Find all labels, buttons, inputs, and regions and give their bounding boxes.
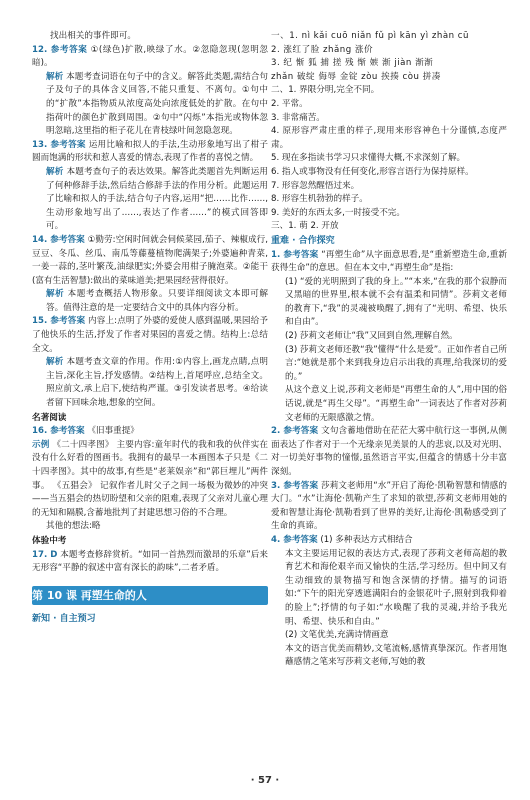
right-line-21: 3. 参考答案 莎莉文老师用“水”开启了海伦·凯勒智慧和情感的大门。“水”让海伦·凯勒产生了求知的欲望,莎莉文老师用她的爱和智慧让海伦·凯勒看到了世界的美好,让海伦·凯勒感受到了生命的真谛。 <box>271 480 507 532</box>
lesson-banner: 第 10 课 再塑生命的人 <box>32 586 268 606</box>
right-line-0: 一、1. nì kǎi cuō niǎn fǔ pì kān yì zhàn cū <box>271 31 469 41</box>
right-line-13: 三、1. 萌 2. 开放 <box>271 221 339 232</box>
right-line-9: 6. 指人或事物没有任何变化,形容言语行为保持原样。 <box>271 166 474 177</box>
left-column <box>32 30 268 627</box>
right-line-17: (2) 莎莉文老师让“我”又回到自然,理解自然。 <box>285 331 458 342</box>
right-line-20: 2. 参考答案 文句含蓄地借助在茫茫大雾中航行这一事例,从侧面表达了作者对于一个无缘亲见美景的人的悲哀,以及对光明、对一切美好事物的憧憬,虽然语言平实,但蕴含的情感十分丰富深刻。 <box>271 426 507 477</box>
right-line-6: 3. 非常痛苦。 <box>271 112 325 123</box>
right-line-5: 2. 平常。 <box>271 98 308 109</box>
right-line-2: 3. 纪 惭 狐 捕 搓 残 惭 嫉 渐 jiàn 渐渐 <box>271 58 434 69</box>
right-line-7: 4. 原形容严肃庄重的样子,现用来形容神色十分谨慎,态度严肃。 <box>271 126 507 150</box>
right-line-10: 7. 形容忽然醒悟过来。 <box>271 180 360 191</box>
right-line-15: 1. 参考答案 “再塑生命”从字面意思看,是“重新塑造生命,重新获得生命”的意思。但在本文中,“再塑生命”是指: <box>271 249 507 274</box>
left-line-10: 16. 参考答案 《旧事重提》 <box>32 426 139 437</box>
page-number: · 57 · <box>250 775 280 786</box>
left-line-4: 解析 本题考查句子的表达效果。解答此类题首先判断运用了何种修辞手法,然后结合修辞手法的作用分析。此题运用了比喻和拟人的手法,结合句子内容,运用“把……比作……,生动形象地写出了……,表达了作者……”的模式回答即可。 <box>46 166 268 232</box>
right-line-24: (2) 文笔优美,充满诗情画意 <box>285 630 389 641</box>
right-line-16: (1) “爱的光明照到了我的身上。”“本来,“在我的那个寂静而又黑暗的世界里,根本就不会有温柔和同情”。莎莉文老师的教育下,“我”的灵魂被唤醒了,拥有了“光明、希望、快乐和自由”。 <box>285 276 507 328</box>
left-line-11: 示例 《二十四孝图》 主要内容:童年时代的我和我的伙伴实在没有什么好看的图画书。我拥有的最早一本画图本子只是《二十四孝图》。其中的故事,有些是“老莱娱亲”和“郭巨埋儿”两件事。 《五猖会》 记叙作者儿时父子之间一场极为微妙的冲突——当五猖会的热切盼望和父亲的阻难,表现了父亲对儿童心理的无知和隔膜,含蓄地批判了封建思想习俗的不合理。 <box>32 439 268 518</box>
right-line-25: 本文的语言优美而精妙,文笔流畅,感情真挚深沉。作者用饱蘸感情之笔来写莎莉文老师,写她的教 <box>285 643 507 668</box>
right-line-22: 4. 参考答案 (1) 多种表达方式相结合 <box>271 534 413 545</box>
right-column <box>271 30 507 670</box>
right-line-12: 9. 美好的东西太多,一时接受不完。 <box>271 207 405 218</box>
right-line-11: 8. 形容生机勃勃的样子。 <box>271 194 368 205</box>
left-line-8: 解析 本题考查文章的作用。作用:①内容上,画龙点睛,点明主旨,深化主旨,抒发感情。②结构上,首尾呼应,总结全文。照应前文,承上启下,使结构严谨。③引发读者思考。④给读者留下回味余地,想象的空间。 <box>46 357 268 409</box>
left-line-2: 解析 本题考查词语在句子中的含义。解答此类题,需结合句子及句子的具体含义回答,不能只重复、不离句。①句中的“扩散”本指物质从浓度高处向浓度低处的扩散。在句中指荷叶的颜色扩散到周围。②句中“闪烁”本指光或物体忽明忽暗,这里指的柜子花儿在青枝绿叶间忽隐忽现。 <box>46 71 268 137</box>
right-line-4: 二、1. 界限分明,完全不同。 <box>271 85 380 96</box>
right-line-19: 从这个意义上说,莎莉文老师是“再塑生命的人”,用中国的俗话说,就是“再生父母”。“再塑生命”一词表达了作者对莎莉文老师的无限感激之情。 <box>285 385 507 423</box>
left-line-3: 13. 参考答案 运用比喻和拟人的手法,生动形象地写出了柑子圆而饱满的形状和惹人喜爱的情态,表现了作者的喜悦之情。 <box>32 139 269 164</box>
left-line-0: 找出相关的事件即可。 <box>50 31 136 41</box>
right-line-18: (3) 莎莉文老师还教“我”懂得“什么是爱”。正如作者自己所言:“她就是那个来到我身边启示出我的真理,给我深切的爱的。” <box>285 344 507 382</box>
left-line-5: 14. 参考答案 ①勤劳:空闲时间就会伺候菜园,茄子、辣椒成行,豆豆、冬瓜、丝瓜、南瓜等藤蔓植物爬满架子;外婆遍种青菜,一姜一蒜的,茎叶繁茂,油绿肥实;外婆会用柑子腌泡菜。②能干(富有生活智慧):做出的菜味道美;把果园经营得很好。 <box>32 234 268 286</box>
left-heading-zhongkao: 体验中考 <box>32 535 67 546</box>
right-line-3: zhǎn 破绽 侮辱 金锭 zòu 挨揍 còu 拼凑 <box>271 71 441 82</box>
right-line-8: 5. 现在多指读书学习只求懂得大概,不求深刻了解。 <box>271 153 466 164</box>
right-line-23: 本文主要运用记叙的表达方式,表现了莎莉文老师高超的教育艺术和海伦艰辛而又愉快的生活,学习经历。但中间又有生动细致的景物描写和饱含深情的抒情。描写的词语如:“下午的阳光穿透遮满阳台的金银花叶子,照射到我仰着的脸上”;抒情的句子如:“水唤醒了我的灵魂,并给予我光明、希望、快乐和自由。” <box>285 548 507 627</box>
left-line-6: 解析 本题考查概括人物形象。只要详细阅读文本即可解答。值得注意的是一定要结合文中的具体内容分析。 <box>46 289 268 313</box>
right-heading-hezuo: 重难 · 合作探究 <box>271 235 335 246</box>
banner-subtitle: 新知 · 自主预习 <box>32 614 96 625</box>
right-line-1: 2. 涨红了脸 zhǎng 涨价 <box>271 44 374 55</box>
left-line-12: 其他的想法:略 <box>46 521 101 532</box>
left-line-14: 17. D 本题考查修辞赏析。“如同一首热烈而激昂的乐章”后来无形容“平静的叙述中富有深长的韵味”,二者矛盾。 <box>32 549 269 574</box>
left-line-1: 12. 参考答案 ①(绿色)扩散,映绿了水。②忽隐忽现(忽明忽暗)。 <box>32 44 269 69</box>
left-heading-mingzhu: 名著阅读 <box>32 412 67 423</box>
left-line-7: 15. 参考答案 内容上:点明了外婆的爱使人感到温暖,果园给予了他快乐的生活,抒发了作者对果园的喜爱之情。结构上:总结全文。 <box>32 316 269 354</box>
